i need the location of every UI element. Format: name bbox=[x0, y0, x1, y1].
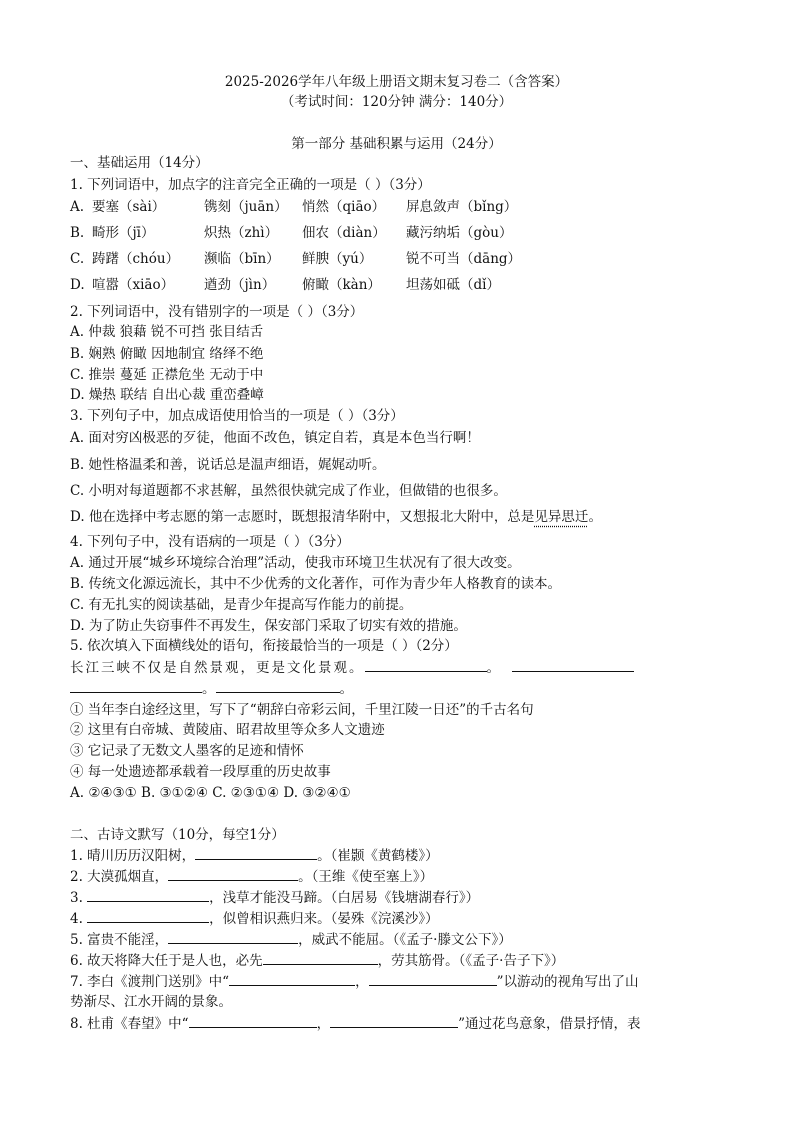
q5-stem: 5. 依次填入下面横线处的语句，衔接最恰当的一项是（ ）（2分） bbox=[70, 638, 458, 654]
recite-line-5: 5. 富贵不能淫， ，威武不能屈。（《孟子·滕文公下》） bbox=[70, 929, 753, 950]
q1-option-b: B. 畸形（jī） 炽热（zhì） 佃农（diàn） 藏污纳垢（gòu） bbox=[70, 225, 513, 241]
q5-sentence-2: ② 这里有白帝城、黄陵庙、昭君故里等众多人文遗迹 bbox=[70, 722, 385, 738]
q5-sentence-1: ① 当年李白途经这里，写下了“朝辞白帝彩云间，千里江陵一日还”的千古名句 bbox=[70, 702, 534, 718]
fill-blank[interactable] bbox=[229, 971, 355, 986]
part1-heading: 第一部分 基础积累与运用（24分） bbox=[291, 136, 502, 152]
q3-stem: 3. 下列句子中，加点成语使用恰当的一项是（ ）（3分） bbox=[70, 408, 404, 424]
q4-stem: 4. 下列句子中，没有语病的一项是（ ）（3分） bbox=[70, 534, 350, 550]
q4-option-a: A. 通过开展“城乡环境综合治理”活动，使我市环境卫生状况有了很大改变。 bbox=[70, 555, 521, 571]
dotted-idiom: 见异思迁 bbox=[534, 509, 589, 525]
recite-line-8: 8. 杜甫《春望》中“ ， ”通过花鸟意象，借景抒情，表 bbox=[70, 1013, 753, 1034]
fill-blank[interactable] bbox=[330, 1013, 458, 1028]
q3-option-c: C. 小明对每道题都不求甚解，虽然很快就完成了作业，但做错的也很多。 bbox=[70, 483, 507, 499]
recite-line-7: 7. 李白《渡荆门送别》中“ ， ”以游动的视角写出了山 bbox=[70, 971, 753, 992]
q4-option-b: B. 传统文化源远流长，其中不少优秀的文化著作，可作为青少年人格教育的读本。 bbox=[70, 576, 562, 592]
recite-line-6: 6. 故天将降大任于是人也，必先 ，劳其筋骨。（《孟子·告子下》） bbox=[70, 950, 753, 971]
q5-sentence-4: ④ 每一处遗迹都承载着一段厚重的历史故事 bbox=[70, 764, 331, 780]
recite-line-2: 2. 大漠孤烟直， 。（王维《使至塞上》） bbox=[70, 866, 753, 887]
q5-passage: 长江三峡不仅是自然景观，更是文化景观。 。 bbox=[70, 657, 753, 678]
fill-blank[interactable] bbox=[87, 908, 209, 923]
q3-option-a: A. 面对穷凶极恶的歹徒，他面不改色，镇定自若，真是本色当行啊！ bbox=[70, 430, 480, 446]
exam-subtitle: （考试时间：120分钟 满分：140分） bbox=[280, 94, 513, 110]
section1-heading: 一、基础运用（14分） bbox=[70, 155, 209, 171]
recite-line-1: 1. 晴川历历汉阳树， 。（崔颢《黄鹤楼》） bbox=[70, 845, 753, 866]
q4-option-d: D. 为了防止失窃事件不再发生，保安部门采取了切实有效的措施。 bbox=[70, 618, 467, 634]
q5-choices: A. ②④③① B. ③①②④ C. ②③①④ D. ③②④① bbox=[70, 785, 351, 801]
fill-blank[interactable] bbox=[189, 1013, 317, 1028]
fill-blank[interactable] bbox=[195, 845, 317, 860]
recite-line-7-cont: 势渐尽、江水开阔的景象。 bbox=[70, 994, 232, 1010]
q3-option-b: B. 她性格温柔和善，说话总是温声细语，娓娓动听。 bbox=[70, 457, 386, 473]
q2-option-d: D. 燥热 联结 自出心裁 重峦叠嶂 bbox=[70, 387, 264, 403]
section2-heading: 二、古诗文默写（10分，每空1分） bbox=[70, 827, 285, 843]
q2-option-a: A. 仲裁 狼藉 锐不可挡 张目结舌 bbox=[70, 324, 264, 340]
q1-stem: 1. 下列词语中，加点字的注音完全正确的一项是（ ）（3分） bbox=[70, 177, 431, 193]
q1-option-a: A. 要塞（sài） 镌刻（juān） 悄然（qiāo） 屏息敛声（bǐng） bbox=[70, 199, 518, 215]
q2-option-c: C. 推崇 蔓延 正襟危坐 无动于中 bbox=[70, 367, 264, 383]
recite-line-3: 3. ，浅草才能没马蹄。（白居易《钱塘湖春行》） bbox=[70, 887, 753, 908]
exam-title: 2025-2026学年八年级上册语文期末复习卷二（含答案） bbox=[224, 74, 569, 90]
q1-option-c: C. 踌躇（chóu） 濒临（bīn） 鲜腴（yú） 锐不可当（dāng） bbox=[70, 251, 522, 267]
fill-blank[interactable] bbox=[168, 929, 298, 944]
fill-blank[interactable] bbox=[369, 971, 497, 986]
q4-option-c: C. 有无扎实的阅读基础，是青少年提高写作能力的前提。 bbox=[70, 597, 413, 613]
fill-blank[interactable] bbox=[216, 678, 340, 693]
fill-blank[interactable] bbox=[365, 657, 487, 672]
q1-option-d: D. 喧嚣（xiāo） 遒劲（jìn） 俯瞰（kàn） 坦荡如砥（dǐ） bbox=[70, 277, 500, 293]
fill-blank[interactable] bbox=[512, 657, 634, 672]
recite-line-4: 4. ，似曾相识燕归来。（晏殊《浣溪沙》） bbox=[70, 908, 753, 929]
q5-passage-cont: 。 。 bbox=[70, 678, 753, 699]
q5-sentence-3: ③ 它记录了无数文人墨客的足迹和情怀 bbox=[70, 743, 304, 759]
fill-blank[interactable] bbox=[263, 950, 378, 965]
fill-blank[interactable] bbox=[87, 887, 209, 902]
q2-option-b: B. 娴熟 俯瞰 因地制宜 络绎不绝 bbox=[70, 346, 264, 362]
fill-blank[interactable] bbox=[70, 678, 202, 693]
fill-blank[interactable] bbox=[168, 866, 298, 881]
q3-option-d: D. 他在选择中考志愿的第一志愿时，既想报清华附中，又想报北大附中，总是见异思迁。 bbox=[70, 509, 602, 525]
q2-stem: 2. 下列词语中，没有错别字的一项是（ ）（3分） bbox=[70, 304, 364, 320]
